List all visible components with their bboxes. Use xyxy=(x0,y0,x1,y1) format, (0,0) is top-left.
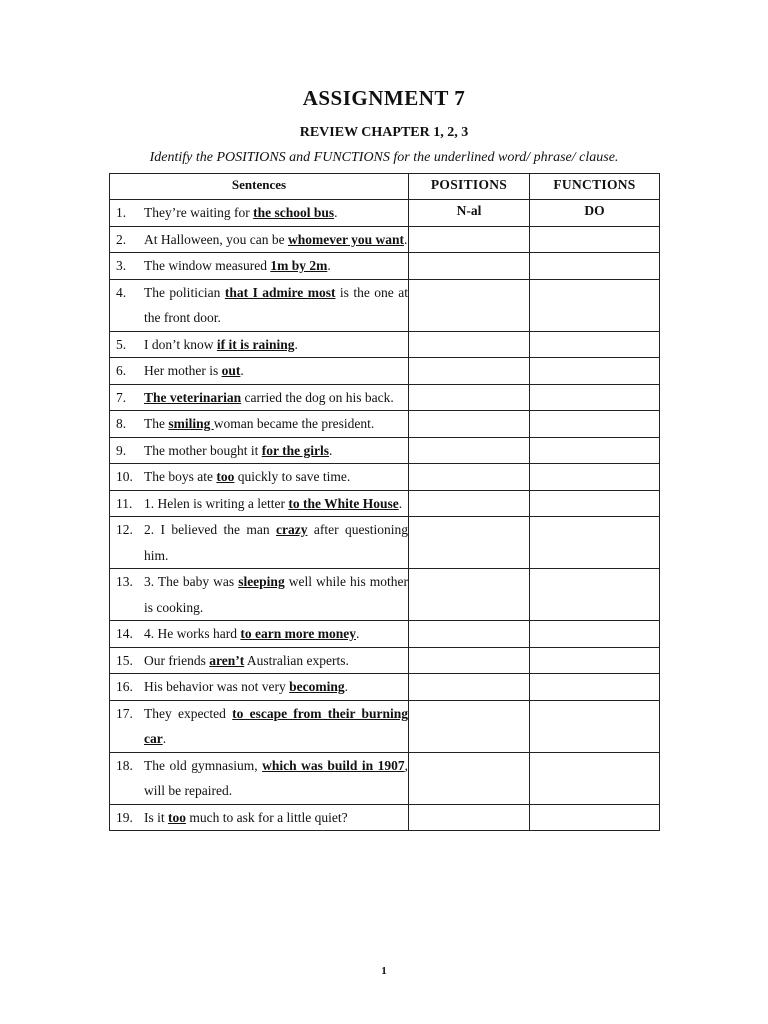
sentence-text xyxy=(144,648,408,674)
sentence-text xyxy=(144,464,408,490)
underlined-target: if it is raining xyxy=(216,336,295,352)
sentence-text xyxy=(144,411,408,437)
sentence-pre: The mother bought it xyxy=(144,442,262,458)
underlined-target: The veterinarian xyxy=(144,389,242,405)
sentence-number: 3. xyxy=(116,258,127,273)
table-row xyxy=(110,226,660,253)
exercise-table xyxy=(109,173,660,831)
underlined-target: to escape from their burning car xyxy=(144,705,408,746)
function-answer-cell[interactable] xyxy=(530,700,660,752)
function-answer-cell[interactable] xyxy=(530,674,660,701)
sentence-cell xyxy=(110,437,409,464)
sentence-number: 1. xyxy=(116,205,127,220)
table-row xyxy=(110,621,660,648)
position-answer-cell[interactable] xyxy=(409,700,530,752)
sentence-pre: 1. Helen is writing a letter xyxy=(144,495,289,511)
underlined-target: for the girls xyxy=(261,442,329,458)
sentence-pre: Our friends xyxy=(144,652,210,668)
position-answer-cell[interactable] xyxy=(409,384,530,411)
sentence-post: quickly to save time. xyxy=(234,469,351,484)
underlined-target: 1m by 2m xyxy=(270,258,328,273)
sentence-post: . xyxy=(240,363,244,378)
header-sentences: Sentences xyxy=(110,174,409,200)
function-answer-cell[interactable] xyxy=(530,331,660,358)
sentence-pre: The politician xyxy=(144,284,225,300)
table-row xyxy=(110,569,660,621)
sentence-post: . xyxy=(355,626,360,641)
position-answer-cell[interactable] xyxy=(409,752,530,804)
function-answer-cell[interactable] xyxy=(530,279,660,331)
sentence-cell xyxy=(110,700,409,752)
function-answer-cell[interactable]: DO xyxy=(530,200,660,227)
sentence-pre: They expected xyxy=(144,705,233,721)
sentence-pre: At Halloween, you can be xyxy=(144,231,288,247)
sentence-number: 14. xyxy=(116,626,133,641)
sentence-number: 16. xyxy=(116,679,133,694)
sentence-post: . xyxy=(327,258,331,273)
sentence-number: 7. xyxy=(116,389,127,405)
table-row xyxy=(110,331,660,358)
position-answer-cell[interactable] xyxy=(409,437,530,464)
sentence-cell xyxy=(110,384,409,411)
sentence-cell xyxy=(110,331,409,358)
sentence-number: 18. xyxy=(116,757,133,773)
function-answer-cell[interactable] xyxy=(530,647,660,674)
sentence-pre: I don’t know xyxy=(144,336,217,352)
sentence-pre: The old gymnasium, xyxy=(144,757,263,773)
table-row xyxy=(110,464,660,491)
sentence-text xyxy=(144,227,408,253)
sentence-text xyxy=(144,253,408,279)
sentence-post: after questioning him. xyxy=(144,522,408,563)
position-answer-cell[interactable] xyxy=(409,647,530,674)
position-answer-cell[interactable] xyxy=(409,358,530,385)
table-row xyxy=(110,411,660,438)
sentence-post: . xyxy=(344,679,348,694)
underlined-target: the school bus xyxy=(253,205,335,220)
page-number: 1 xyxy=(381,965,387,977)
underlined-target: aren’t xyxy=(209,652,245,668)
table-row xyxy=(110,804,660,831)
underlined-target: becoming xyxy=(289,679,345,694)
underlined-target: too xyxy=(216,469,235,484)
table-row xyxy=(110,437,660,464)
header-positions: POSITIONS xyxy=(409,174,530,200)
function-answer-cell[interactable] xyxy=(530,517,660,569)
sentence-pre: The xyxy=(144,416,169,431)
position-answer-cell[interactable] xyxy=(409,226,530,253)
sentence-cell xyxy=(110,569,409,621)
underlined-target: crazy xyxy=(276,522,308,537)
underlined-target: that I admire most xyxy=(224,284,336,300)
sentence-pre: Her mother is xyxy=(144,363,222,378)
sentence-cell xyxy=(110,752,409,804)
position-answer-cell[interactable] xyxy=(409,253,530,280)
sentence-pre: Is it xyxy=(144,809,169,825)
sentence-number: 4. xyxy=(116,284,127,300)
sentence-cell xyxy=(110,200,409,227)
sentence-pre: The window measured xyxy=(144,258,271,273)
sentence-pre: His behavior was not very xyxy=(144,679,290,694)
function-answer-cell[interactable] xyxy=(530,437,660,464)
function-answer-cell[interactable] xyxy=(530,490,660,517)
position-answer-cell[interactable] xyxy=(409,517,530,569)
sentence-number: 6. xyxy=(116,363,127,378)
sentence-post: carried the dog on his back. xyxy=(241,389,394,405)
function-answer-cell[interactable] xyxy=(530,253,660,280)
function-answer-cell[interactable] xyxy=(530,358,660,385)
sentence-text xyxy=(144,491,408,517)
underlined-target: out xyxy=(221,363,241,378)
table-header-row xyxy=(110,174,660,200)
page-subtitle: REVIEW CHAPTER 1, 2, 3 xyxy=(299,125,469,140)
underlined-target: to earn more money xyxy=(240,626,356,641)
sentence-number: 19. xyxy=(116,809,133,825)
sentence-number: 5. xyxy=(116,336,127,352)
sentence-post: much to ask for a little quiet? xyxy=(186,809,348,825)
sentence-cell xyxy=(110,279,409,331)
table-row xyxy=(110,700,660,752)
position-answer-cell[interactable] xyxy=(409,279,530,331)
sentence-text xyxy=(144,200,408,226)
sentence-cell xyxy=(110,464,409,491)
sentence-pre: They’re waiting for xyxy=(144,205,254,220)
position-answer-cell[interactable] xyxy=(409,674,530,701)
table-row xyxy=(110,490,660,517)
function-answer-cell[interactable] xyxy=(530,226,660,253)
underlined-target: smiling xyxy=(168,416,214,431)
sentence-post: well while his mother is cooking. xyxy=(144,574,409,615)
sentence-cell xyxy=(110,674,409,701)
sentence-pre: 3. The baby was xyxy=(144,574,239,589)
sentence-text xyxy=(144,569,408,620)
sentence-text xyxy=(144,805,408,831)
sentence-cell xyxy=(110,226,409,253)
position-answer-cell[interactable] xyxy=(409,804,530,831)
sentence-post: , will be repaired. xyxy=(144,757,408,798)
sentence-pre: 2. I believed the man xyxy=(144,522,277,537)
function-answer-cell[interactable] xyxy=(530,569,660,621)
function-answer-cell[interactable] xyxy=(530,464,660,491)
sentence-number: 10. xyxy=(116,469,133,484)
sentence-post: Australian experts. xyxy=(244,652,349,668)
sentence-number: 11. xyxy=(116,495,133,511)
sentence-post: . xyxy=(162,731,167,746)
sentence-post: woman became the president. xyxy=(213,416,375,431)
sentence-post: . xyxy=(294,336,298,352)
sentence-cell xyxy=(110,253,409,280)
table-row xyxy=(110,674,660,701)
sentence-text xyxy=(144,753,408,804)
sentence-number: 8. xyxy=(116,416,127,431)
sentence-pre: 4. He works hard xyxy=(144,626,241,641)
sentence-number: 15. xyxy=(116,652,133,668)
function-answer-cell[interactable] xyxy=(530,621,660,648)
sentence-post: . xyxy=(403,231,408,247)
sentence-text xyxy=(144,358,408,384)
position-answer-cell[interactable]: N-al xyxy=(409,200,530,227)
sentence-cell xyxy=(110,517,409,569)
position-answer-cell[interactable] xyxy=(409,621,530,648)
function-answer-cell[interactable] xyxy=(530,804,660,831)
sentence-cell xyxy=(110,804,409,831)
sentence-post: . xyxy=(398,495,403,511)
sentence-text xyxy=(144,332,408,358)
table-row xyxy=(110,358,660,385)
position-answer-cell[interactable] xyxy=(409,464,530,491)
sentence-cell xyxy=(110,490,409,517)
page-title: ASSIGNMENT 7 xyxy=(302,86,466,110)
table-row xyxy=(110,752,660,804)
sentence-text xyxy=(144,701,408,752)
table-row xyxy=(110,384,660,411)
sentence-text xyxy=(144,517,408,568)
position-answer-cell[interactable] xyxy=(409,331,530,358)
sentence-post: . xyxy=(334,205,338,220)
instruction-text: Identify the POSITIONS and FUNCTIONS for the underlined word/ phrase/ clause. xyxy=(149,150,619,165)
sentence-number: 13. xyxy=(116,574,133,589)
table-row xyxy=(110,647,660,674)
underlined-target: which was build in 1907 xyxy=(262,757,405,773)
underlined-target: whomever you want xyxy=(287,231,404,247)
sentence-text xyxy=(144,280,408,331)
sentence-number: 9. xyxy=(116,442,127,458)
position-answer-cell[interactable] xyxy=(409,490,530,517)
sentence-text xyxy=(144,385,408,411)
position-answer-cell[interactable] xyxy=(409,569,530,621)
function-answer-cell[interactable] xyxy=(530,384,660,411)
sentence-cell xyxy=(110,358,409,385)
table-row xyxy=(110,200,660,227)
function-answer-cell[interactable] xyxy=(530,752,660,804)
sentence-cell xyxy=(110,621,409,648)
sentence-number: 12. xyxy=(116,522,133,537)
table-row xyxy=(110,517,660,569)
underlined-target: too xyxy=(168,809,187,825)
sentence-post: . xyxy=(328,442,333,458)
sentence-cell xyxy=(110,411,409,438)
sentence-post: is the one at the front door. xyxy=(144,284,408,325)
sentence-number: 2. xyxy=(116,231,127,247)
sentence-cell xyxy=(110,647,409,674)
function-answer-cell[interactable] xyxy=(530,411,660,438)
underlined-target: to the White House xyxy=(288,495,399,511)
sentence-text xyxy=(144,621,408,647)
table-row xyxy=(110,279,660,331)
sentence-number: 17. xyxy=(116,705,133,721)
underlined-target: sleeping xyxy=(238,574,285,589)
sentence-pre: The boys ate xyxy=(144,469,217,484)
position-answer-cell[interactable] xyxy=(409,411,530,438)
header-functions: FUNCTIONS xyxy=(530,174,660,200)
table-row xyxy=(110,253,660,280)
sentence-text xyxy=(144,438,408,464)
sentence-text xyxy=(144,674,408,700)
